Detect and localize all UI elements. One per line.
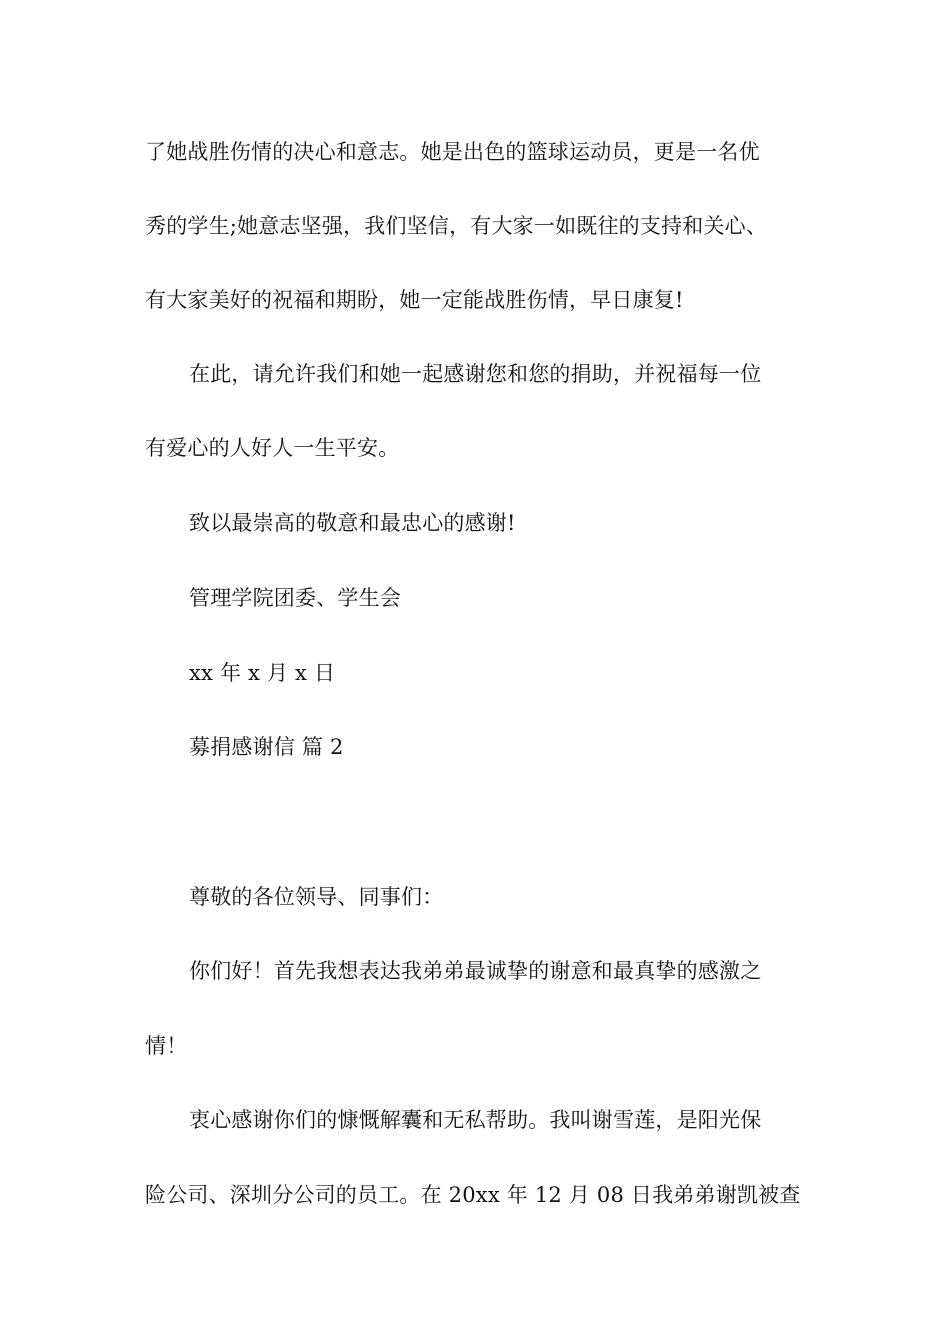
paragraph-line: 了她战胜伤情的决心和意志。她是出色的篮球运动员，更是一名优: [145, 140, 760, 164]
paragraph-line: 秀的学生;她意志坚强，我们坚信，有大家一如既往的支持和关心、: [145, 214, 768, 238]
signature: 管理学院团委、学生会: [189, 586, 401, 610]
paragraph-line: 险公司、深圳分公司的员工。在 20xx 年 12 月 08 日我弟弟谢凯被查: [145, 1183, 801, 1207]
paragraph-line: 情！: [145, 1034, 188, 1058]
paragraph-line: 在此，请允许我们和她一起感谢您和您的捐助，并祝福每一位: [189, 362, 762, 386]
date: xx 年 x 月 x 日: [189, 661, 336, 685]
paragraph-line: 你们好！首先我想表达我弟弟最诚挚的谢意和最真挚的感激之: [189, 959, 762, 983]
closing-line: 致以最崇高的敬意和最忠心的感谢!: [189, 511, 516, 535]
paragraph-line: 衷心感谢你们的慷慨解囊和无私帮助。我叫谢雪莲，是阳光保: [189, 1108, 762, 1132]
paragraph-line: 有大家美好的祝福和期盼，她一定能战胜伤情，早日康复!: [145, 288, 684, 312]
section-heading: 募捐感谢信 篇 2: [189, 735, 344, 759]
paragraph-line: 有爱心的人好人一生平安。: [145, 436, 400, 460]
salutation: 尊敬的各位领导、同事们：: [189, 885, 444, 909]
